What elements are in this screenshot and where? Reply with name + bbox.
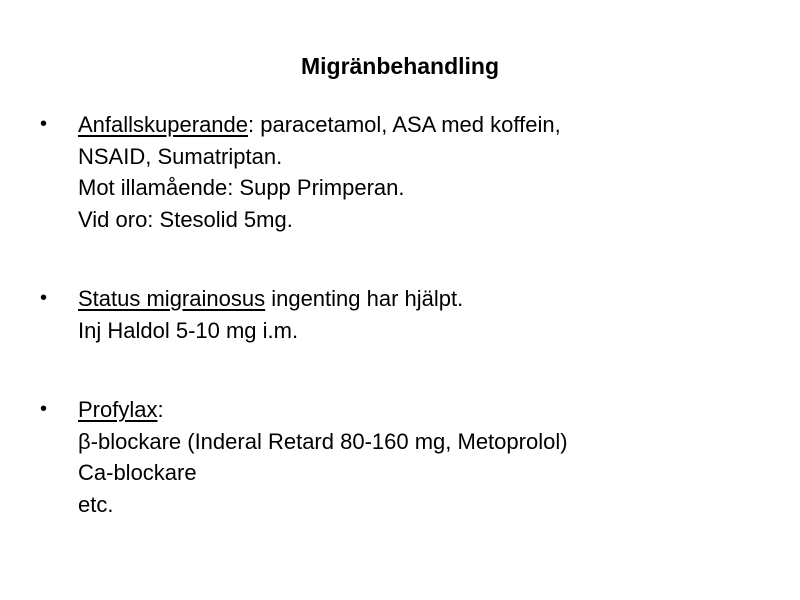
bullet-item-anfallskuperande (40, 109, 760, 235)
bullet-item-profylax (40, 394, 760, 520)
bullet-line: etc. (78, 491, 114, 517)
bullet-line: Mot illamående: Supp Primperan. (78, 175, 405, 200)
bullet-first-line-rest: : (157, 397, 164, 422)
slide-title: Migränbehandling (300, 53, 500, 79)
bullet-line: Inj Haldol 5-10 mg i.m. (78, 317, 299, 343)
bullet-dot: • (40, 398, 48, 420)
bullet-first-line (78, 283, 760, 315)
underlined-term: Anfallskuperande (78, 112, 249, 137)
bullet-first-line (78, 394, 760, 426)
bullet-line: Vid oro: Stesolid 5mg. (78, 206, 293, 232)
bullet-first-line-rest: ingenting har hjälpt. (265, 286, 464, 311)
bullet-list (40, 109, 760, 520)
underlined-term: Profylax (78, 397, 158, 422)
bullet-line: β-blockare (Inderal Retard 80-160 mg, Metoprolol) (78, 428, 568, 454)
bullet-first-line-rest: : paracetamol, ASA med koffein, (248, 112, 561, 137)
bullet-first-line (78, 109, 760, 141)
bullet-item-status-migrainosus (40, 283, 760, 346)
bullet-dot: • (40, 113, 48, 135)
bullet-line: NSAID, Sumatriptan. (78, 143, 283, 169)
bullet-dot: • (40, 287, 48, 309)
bullet-line: Ca-blockare (78, 460, 197, 485)
underlined-term: Status migrainosus (78, 286, 266, 311)
